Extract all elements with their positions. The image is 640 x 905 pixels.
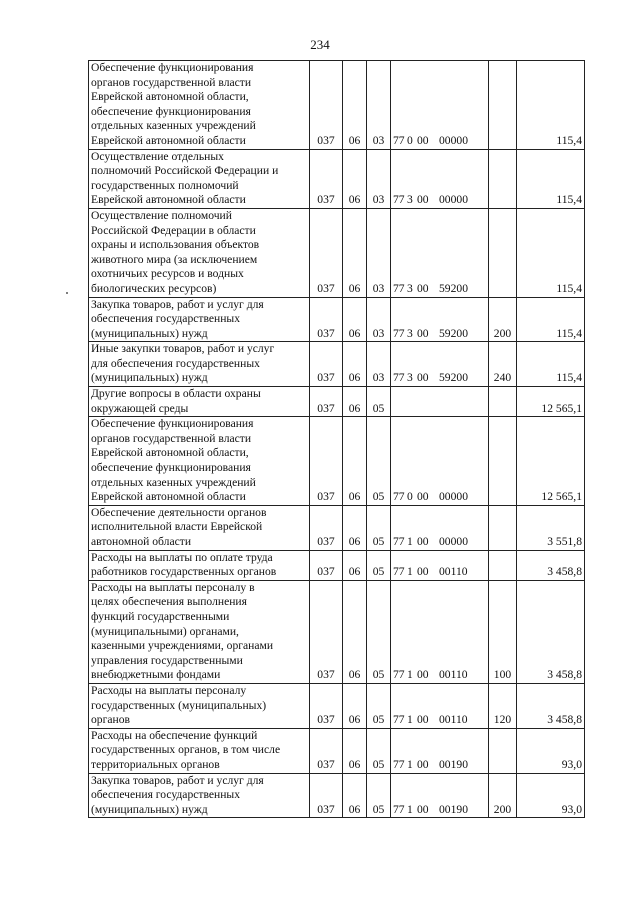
target-article-cell bbox=[391, 149, 489, 208]
target-article-part: 77 bbox=[393, 371, 405, 385]
target-article-part: 00 bbox=[417, 133, 429, 147]
ministry-code-cell: 037 bbox=[310, 208, 343, 297]
target-article-cell bbox=[391, 61, 489, 150]
target-article-cell bbox=[391, 773, 489, 818]
expense-name-cell: Закупка товаров, работ и услуг для обеспечения государственных (муниципальных) нужд bbox=[89, 297, 310, 342]
target-article-part: 0 bbox=[407, 133, 413, 147]
target-article-part: 00 bbox=[417, 713, 429, 727]
expense-name-cell: Расходы на выплаты персоналу в целях обеспечения выполнения функций государственными (муниципальными) органами, казенными учреждениями, органами управления государственными внебюджетными фондами bbox=[89, 580, 310, 683]
expense-type-cell bbox=[489, 550, 517, 580]
target-article-part: 00 bbox=[417, 565, 429, 579]
amount-cell: 115,4 bbox=[517, 61, 585, 150]
target-article-part: 77 bbox=[393, 713, 405, 727]
target-article-part: 00190 bbox=[439, 802, 468, 816]
target-article-part: 00 bbox=[417, 326, 429, 340]
expense-type-cell: 200 bbox=[489, 773, 517, 818]
subsection-code-cell: 05 bbox=[367, 417, 391, 506]
expense-type-cell bbox=[489, 149, 517, 208]
ministry-code-cell: 037 bbox=[310, 149, 343, 208]
target-article-part: 3 bbox=[407, 193, 413, 207]
target-article-part: 00110 bbox=[439, 668, 468, 682]
ministry-code-cell: 037 bbox=[310, 550, 343, 580]
section-code-cell: 06 bbox=[343, 773, 367, 818]
amount-cell: 93,0 bbox=[517, 728, 585, 773]
amount-cell: 12 565,1 bbox=[517, 387, 585, 417]
subsection-code-cell: 03 bbox=[367, 149, 391, 208]
section-code-cell: 06 bbox=[343, 505, 367, 550]
subsection-code-cell: 05 bbox=[367, 505, 391, 550]
expense-name-cell: Закупка товаров, работ и услуг для обеспечения государственных (муниципальных) нужд bbox=[89, 773, 310, 818]
table-row bbox=[89, 683, 585, 728]
target-article-cell bbox=[391, 728, 489, 773]
section-code-cell: 06 bbox=[343, 550, 367, 580]
target-article-part: 3 bbox=[407, 326, 413, 340]
target-article-cell bbox=[391, 505, 489, 550]
expense-type-cell: 100 bbox=[489, 580, 517, 683]
target-article-part: 77 bbox=[393, 326, 405, 340]
amount-cell: 3 551,8 bbox=[517, 505, 585, 550]
expense-name-cell: Обеспечение деятельности органов исполнительной власти Еврейской автономной области bbox=[89, 505, 310, 550]
subsection-code-cell: 03 bbox=[367, 61, 391, 150]
section-code-cell: 06 bbox=[343, 208, 367, 297]
target-article-part: 77 bbox=[393, 133, 405, 147]
expense-name-cell: Осуществление отдельных полномочий Российской Федерации и государственных полномочий Еврейской автономной области bbox=[89, 149, 310, 208]
subsection-code-cell: 05 bbox=[367, 580, 391, 683]
ministry-code-cell: 037 bbox=[310, 683, 343, 728]
ministry-code-cell: 037 bbox=[310, 61, 343, 150]
target-article-part: 00 bbox=[417, 535, 429, 548]
ministry-code-cell: 037 bbox=[310, 580, 343, 683]
target-article-part: 59200 bbox=[439, 371, 468, 385]
target-article-cell bbox=[391, 387, 489, 417]
target-article-part: 77 bbox=[393, 281, 405, 295]
target-article-part: 3 bbox=[407, 371, 413, 385]
ministry-code-cell: 037 bbox=[310, 297, 343, 342]
target-article-part: 00 bbox=[417, 757, 429, 771]
target-article-part: 1 bbox=[407, 713, 413, 727]
subsection-code-cell: 03 bbox=[367, 208, 391, 297]
target-article-cell bbox=[391, 342, 489, 387]
table-row bbox=[89, 505, 585, 550]
expense-name-cell: Обеспечение функционирования органов государственной власти Еврейской автономной области, обеспечение функционирования отдельных казенных учреждений Еврейской автономной области bbox=[89, 61, 310, 150]
amount-cell: 115,4 bbox=[517, 208, 585, 297]
ministry-code-cell: 037 bbox=[310, 417, 343, 506]
expense-type-cell bbox=[489, 208, 517, 297]
target-article-part: 00110 bbox=[439, 713, 468, 727]
ministry-code-cell: 037 bbox=[310, 342, 343, 387]
target-article-part: 00000 bbox=[439, 193, 468, 207]
ministry-code-cell: 037 bbox=[310, 387, 343, 417]
expense-name-cell: Осуществление полномочий Российской Федерации в области охраны и использования объектов животного мира (за исключением охотничьих ресурсов и водных биологических ресурсов) bbox=[89, 208, 310, 297]
expense-type-cell bbox=[489, 387, 517, 417]
ministry-code-cell: 037 bbox=[310, 728, 343, 773]
target-article-part: 59200 bbox=[439, 281, 468, 295]
target-article-part: 00 bbox=[417, 281, 429, 295]
target-article-cell bbox=[391, 417, 489, 506]
target-article-part: 0 bbox=[407, 490, 413, 504]
target-article-part: 77 bbox=[393, 565, 405, 579]
target-article-part: 00000 bbox=[439, 490, 468, 504]
section-code-cell: 06 bbox=[343, 683, 367, 728]
table-row bbox=[89, 728, 585, 773]
amount-cell: 3 458,8 bbox=[517, 550, 585, 580]
target-article-part: 77 bbox=[393, 490, 405, 504]
subsection-code-cell: 05 bbox=[367, 550, 391, 580]
expense-name-cell: Расходы на выплаты персоналу государственных (муниципальных) органов bbox=[89, 683, 310, 728]
subsection-code-cell: 05 bbox=[367, 728, 391, 773]
subsection-code-cell: 03 bbox=[367, 297, 391, 342]
amount-cell: 115,4 bbox=[517, 342, 585, 387]
target-article-part: 00 bbox=[417, 668, 429, 682]
target-article-cell bbox=[391, 297, 489, 342]
budget-table-body bbox=[89, 61, 585, 818]
target-article-part: 00 bbox=[417, 193, 429, 207]
ministry-code-cell: 037 bbox=[310, 773, 343, 818]
subsection-code-cell: 05 bbox=[367, 683, 391, 728]
amount-cell: 12 565,1 bbox=[517, 417, 585, 506]
section-code-cell: 06 bbox=[343, 149, 367, 208]
target-article-cell bbox=[391, 550, 489, 580]
page-number: 234 bbox=[310, 37, 330, 52]
target-article-part: 00 bbox=[417, 371, 429, 385]
amount-cell: 115,4 bbox=[517, 149, 585, 208]
table-row bbox=[89, 773, 585, 818]
ministry-code-cell: 037 bbox=[310, 505, 343, 550]
target-article-part: 1 bbox=[407, 757, 413, 771]
target-article-cell bbox=[391, 580, 489, 683]
section-code-cell: 06 bbox=[343, 580, 367, 683]
target-article-part: 00000 bbox=[439, 535, 468, 548]
section-code-cell: 06 bbox=[343, 728, 367, 773]
target-article-part: 77 bbox=[393, 802, 405, 816]
table-row bbox=[89, 417, 585, 506]
target-article-part: 77 bbox=[393, 757, 405, 771]
table-row bbox=[89, 208, 585, 297]
target-article-part: 1 bbox=[407, 802, 413, 816]
expense-type-cell bbox=[489, 61, 517, 150]
target-article-part: 77 bbox=[393, 535, 405, 548]
table-row bbox=[89, 61, 585, 150]
target-article-part: 77 bbox=[393, 193, 405, 207]
expense-type-cell bbox=[489, 728, 517, 773]
table-row bbox=[89, 580, 585, 683]
target-article-part: 1 bbox=[407, 565, 413, 579]
scan-speck bbox=[66, 292, 68, 294]
table-row bbox=[89, 297, 585, 342]
section-code-cell: 06 bbox=[343, 417, 367, 506]
target-article-cell bbox=[391, 683, 489, 728]
expense-type-cell bbox=[489, 505, 517, 550]
table-row bbox=[89, 342, 585, 387]
table-row bbox=[89, 149, 585, 208]
expense-type-cell bbox=[489, 417, 517, 506]
target-article-part: 00190 bbox=[439, 757, 468, 771]
expense-type-cell: 240 bbox=[489, 342, 517, 387]
target-article-part: 1 bbox=[407, 535, 413, 548]
target-article-part: 3 bbox=[407, 281, 413, 295]
subsection-code-cell: 05 bbox=[367, 773, 391, 818]
expense-name-cell: Иные закупки товаров, работ и услуг для обеспечения государственных (муниципальных) нужд bbox=[89, 342, 310, 387]
amount-cell: 3 458,8 bbox=[517, 580, 585, 683]
section-code-cell: 06 bbox=[343, 342, 367, 387]
target-article-cell bbox=[391, 208, 489, 297]
table-row bbox=[89, 550, 585, 580]
target-article-part: 1 bbox=[407, 668, 413, 682]
section-code-cell: 06 bbox=[343, 61, 367, 150]
amount-cell: 3 458,8 bbox=[517, 683, 585, 728]
amount-cell: 115,4 bbox=[517, 297, 585, 342]
expense-name-cell: Расходы на выплаты по оплате труда работников государственных органов bbox=[89, 550, 310, 580]
budget-table bbox=[88, 60, 585, 818]
expense-name-cell: Обеспечение функционирования органов государственной власти Еврейской автономной области, обеспечение функционирования отдельных казенных учреждений Еврейской автономной области bbox=[89, 417, 310, 506]
expense-type-cell: 120 bbox=[489, 683, 517, 728]
target-article-part: 77 bbox=[393, 668, 405, 682]
target-article-part: 59200 bbox=[439, 326, 468, 340]
subsection-code-cell: 03 bbox=[367, 342, 391, 387]
amount-cell: 93,0 bbox=[517, 773, 585, 818]
section-code-cell: 06 bbox=[343, 297, 367, 342]
table-row bbox=[89, 387, 585, 417]
target-article-part: 00110 bbox=[439, 565, 468, 579]
target-article-part: 00 bbox=[417, 490, 429, 504]
section-code-cell: 06 bbox=[343, 387, 367, 417]
subsection-code-cell: 05 bbox=[367, 387, 391, 417]
target-article-part: 00 bbox=[417, 802, 429, 816]
target-article-part: 00000 bbox=[439, 133, 468, 147]
expense-name-cell: Другие вопросы в области охраны окружающей среды bbox=[89, 387, 310, 417]
expense-name-cell: Расходы на обеспечение функций государственных органов, в том числе территориальных органов bbox=[89, 728, 310, 773]
expense-type-cell: 200 bbox=[489, 297, 517, 342]
